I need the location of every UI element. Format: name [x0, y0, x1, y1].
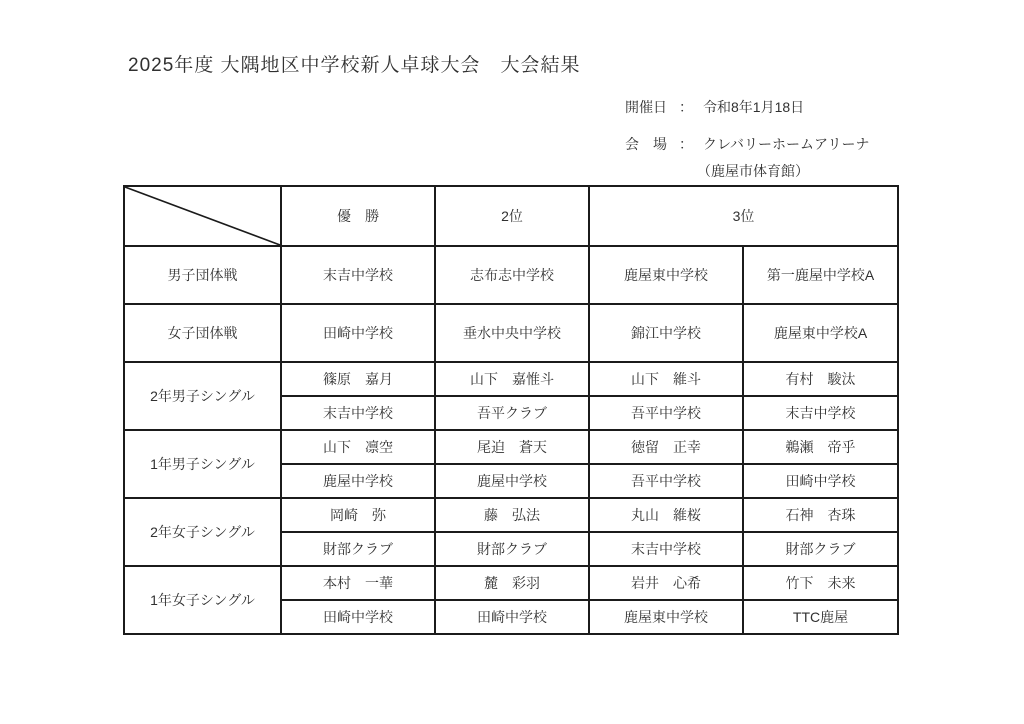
event-venue-note: （鹿屋市体育館） — [697, 163, 809, 179]
player-team-cell: 末吉中学校 — [589, 532, 743, 566]
table-row-2nd-girls-singles-names — [124, 498, 898, 532]
result-cell: 第一鹿屋中学校A — [743, 246, 898, 304]
category-cell: 1年女子シングル — [124, 566, 281, 634]
player-team-cell: 末吉中学校 — [743, 396, 898, 430]
player-team-cell: 鹿屋中学校 — [435, 464, 589, 498]
diagonal-line — [125, 187, 280, 245]
category-cell: 2年女子シングル — [124, 498, 281, 566]
event-date-separator: ： — [679, 99, 693, 115]
player-team-cell: 財部クラブ — [435, 532, 589, 566]
results-table — [123, 185, 899, 635]
player-name-cell: 竹下 未来 — [743, 566, 898, 600]
player-name-cell: 山下 維斗 — [589, 362, 743, 396]
player-team-cell: 財部クラブ — [743, 532, 898, 566]
event-venue-separator: ： — [679, 136, 693, 152]
table-row-girls-team — [124, 304, 898, 362]
player-team-cell: 吾平中学校 — [589, 464, 743, 498]
player-name-cell: 藤 弘法 — [435, 498, 589, 532]
header-third-place: 3位 — [589, 186, 898, 246]
result-cell: 末吉中学校 — [281, 246, 435, 304]
player-name-cell: 有村 駿汰 — [743, 362, 898, 396]
category-cell: 男子団体戦 — [124, 246, 281, 304]
category-cell: 2年男子シングル — [124, 362, 281, 430]
player-team-cell: 吾平中学校 — [589, 396, 743, 430]
player-team-cell: 吾平クラブ — [435, 396, 589, 430]
header-row — [124, 186, 898, 246]
player-team-cell: 田崎中学校 — [435, 600, 589, 634]
result-cell: 田崎中学校 — [281, 304, 435, 362]
player-team-cell: 鹿屋中学校 — [281, 464, 435, 498]
header-winner: 優 勝 — [281, 186, 435, 246]
category-cell: 女子団体戦 — [124, 304, 281, 362]
player-name-cell: 山下 凛空 — [281, 430, 435, 464]
result-cell: 鹿屋東中学校A — [743, 304, 898, 362]
result-cell: 錦江中学校 — [589, 304, 743, 362]
player-name-cell: 丸山 維桜 — [589, 498, 743, 532]
player-team-cell: 財部クラブ — [281, 532, 435, 566]
result-cell: 鹿屋東中学校 — [589, 246, 743, 304]
category-cell: 1年男子シングル — [124, 430, 281, 498]
table-row-1st-girls-singles-names — [124, 566, 898, 600]
player-name-cell: 岡崎 弥 — [281, 498, 435, 532]
player-name-cell: 石神 杏珠 — [743, 498, 898, 532]
page-title: 2025年度 大隅地区中学校新人卓球大会 大会結果 — [128, 55, 581, 76]
table-row-boys-team — [124, 246, 898, 304]
table-row-1st-boys-singles-names — [124, 430, 898, 464]
player-name-cell: 鵜瀬 帝乎 — [743, 430, 898, 464]
player-name-cell: 本村 一華 — [281, 566, 435, 600]
player-name-cell: 麓 彩羽 — [435, 566, 589, 600]
result-cell: 志布志中学校 — [435, 246, 589, 304]
diagonal-cell — [124, 186, 281, 246]
table-row-2nd-boys-singles-names — [124, 362, 898, 396]
event-venue-label: 会 場 — [625, 136, 667, 152]
event-venue-value: クレバリーホームアリーナ — [703, 136, 870, 152]
player-name-cell: 岩井 心希 — [589, 566, 743, 600]
player-team-cell: 田崎中学校 — [281, 600, 435, 634]
event-info — [625, 97, 869, 181]
player-name-cell: 尾迫 蒼天 — [435, 430, 589, 464]
event-date-line — [625, 97, 869, 117]
event-venue-line — [625, 134, 869, 154]
player-team-cell: 末吉中学校 — [281, 396, 435, 430]
event-date-label: 開催日 — [625, 99, 667, 115]
result-cell: 垂水中央中学校 — [435, 304, 589, 362]
header-second-place: 2位 — [435, 186, 589, 246]
player-team-cell: 鹿屋東中学校 — [589, 600, 743, 634]
player-name-cell: 山下 嘉惟斗 — [435, 362, 589, 396]
player-team-cell: 田崎中学校 — [743, 464, 898, 498]
player-name-cell: 篠原 嘉月 — [281, 362, 435, 396]
player-team-cell: TTC鹿屋 — [743, 600, 898, 634]
event-date-value: 令和8年1月18日 — [703, 99, 805, 115]
player-name-cell: 徳留 正幸 — [589, 430, 743, 464]
